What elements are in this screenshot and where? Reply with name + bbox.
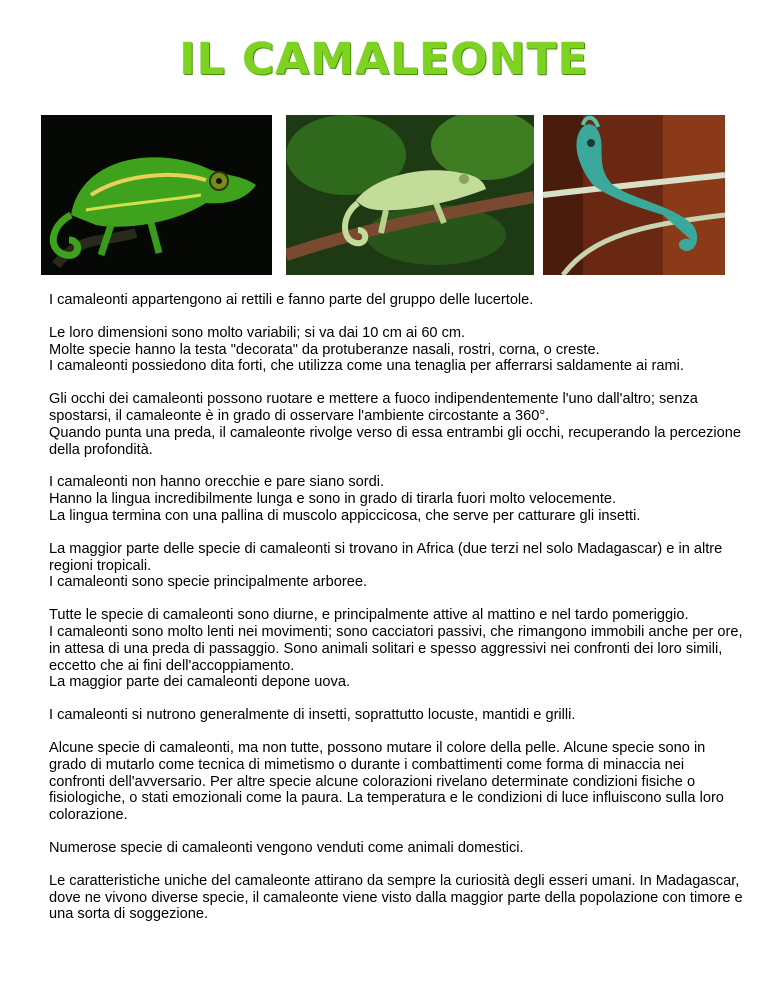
paragraph [49, 391, 744, 458]
paragraph [49, 325, 744, 375]
text-line: Molte specie hanno la testa "decorata" da protuberanze nasali, rostri, corna, o creste. [49, 341, 600, 358]
panther-chameleon-photo [41, 115, 272, 275]
text-line: I camaleonti appartengono ai rettili e fanno parte del gruppo delle lucertole. [49, 292, 534, 308]
page-title: IL CAMALEONTE [179, 34, 589, 85]
paragraph [49, 474, 744, 524]
text-line: La maggior parte dei camaleonti depone uova. [49, 674, 350, 691]
text-line: Numerose specie di camaleonti vengono venduti come animali domestici. [49, 839, 524, 856]
text-line: Alcune specie di camaleonti, ma non tutte, possono mutare il colore della pelle. Alcune specie sono in grado di mutarlo come tecnica di mimetismo o durante i combattimenti come forma di minaccia nei confronti dell'avversario. Per altre specie alcune colorazioni rivelano determinate condizioni fisiche o fisiologiche, o stati emozionali come la paura. La temperatura e le condizioni di luce influiscono sulla loro colorazione. [49, 739, 724, 824]
text-line: Quando punta una preda, il camaleonte rivolge verso di essa entrambi gli occhi, recuperando la percezione della profondità. [49, 424, 741, 458]
text-line: Tutte le specie di camaleonti sono diurne, e principalmente attive al mattino e nel tardo pomeriggio. [49, 607, 689, 624]
text-line: I camaleonti si nutrono generalmente di insetti, soprattutto locuste, mantidi e grilli. [49, 707, 576, 724]
chameleon-on-branch-photo [286, 115, 534, 275]
text-line: I camaleonti possiedono dita forti, che utilizza come una tenaglia per afferrarsi saldamente ai rami. [49, 358, 684, 375]
veiled-chameleon-photo [543, 115, 725, 275]
text-line: I camaleonti non hanno orecchie e pare siano sordi. [49, 474, 385, 491]
text-line: Gli occhi dei camaleonti possono ruotare e mettere a fuoco indipendentemente l'uno dall'altro; senza spostarsi, il camaleonte è in grado di osservare l'ambiente circostante a 360°. [49, 391, 698, 424]
paragraph [49, 840, 744, 857]
text-line: I camaleonti sono molto lenti nei movimenti; sono cacciatori passivi, che rimangono immobili anche per ore, in attesa di una preda di passaggio. Sono animali solitari e spesso aggressivi nei confronti dei loro simili, eccetto che ai fini dell'accoppiamento. [49, 623, 743, 674]
text-line: La lingua termina con una pallina di muscolo appiccicosa, che serve per catturare gli insetti. [49, 507, 641, 524]
text-line: I camaleonti sono specie principalmente arboree. [49, 574, 367, 591]
article-body [49, 292, 744, 939]
paragraph [49, 541, 744, 591]
text-line: Hanno la lingua incredibilmente lunga e sono in grado di tirarla fuori molto velocemente. [49, 491, 617, 508]
photo-strip [41, 115, 725, 275]
paragraph [49, 873, 744, 923]
text-line: La maggior parte delle specie di camaleonti si trovano in Africa (due terzi nel solo Madagascar) e in altre regioni tropicali. [49, 540, 723, 574]
paragraph [49, 740, 744, 824]
paragraph [49, 607, 744, 691]
paragraph [49, 707, 744, 724]
text-line: Le loro dimensioni sono molto variabili; si va dai 10 cm ai 60 cm. [49, 324, 466, 341]
paragraph [49, 292, 744, 309]
text-line: Le caratteristiche uniche del camaleonte attirano da sempre la curiosità degli esseri umani. In Madagascar, dove ne vivono diverse specie, il camaleonte viene visto dalla maggior parte della popolazione con timore e una sorta di soggezione. [49, 872, 743, 923]
